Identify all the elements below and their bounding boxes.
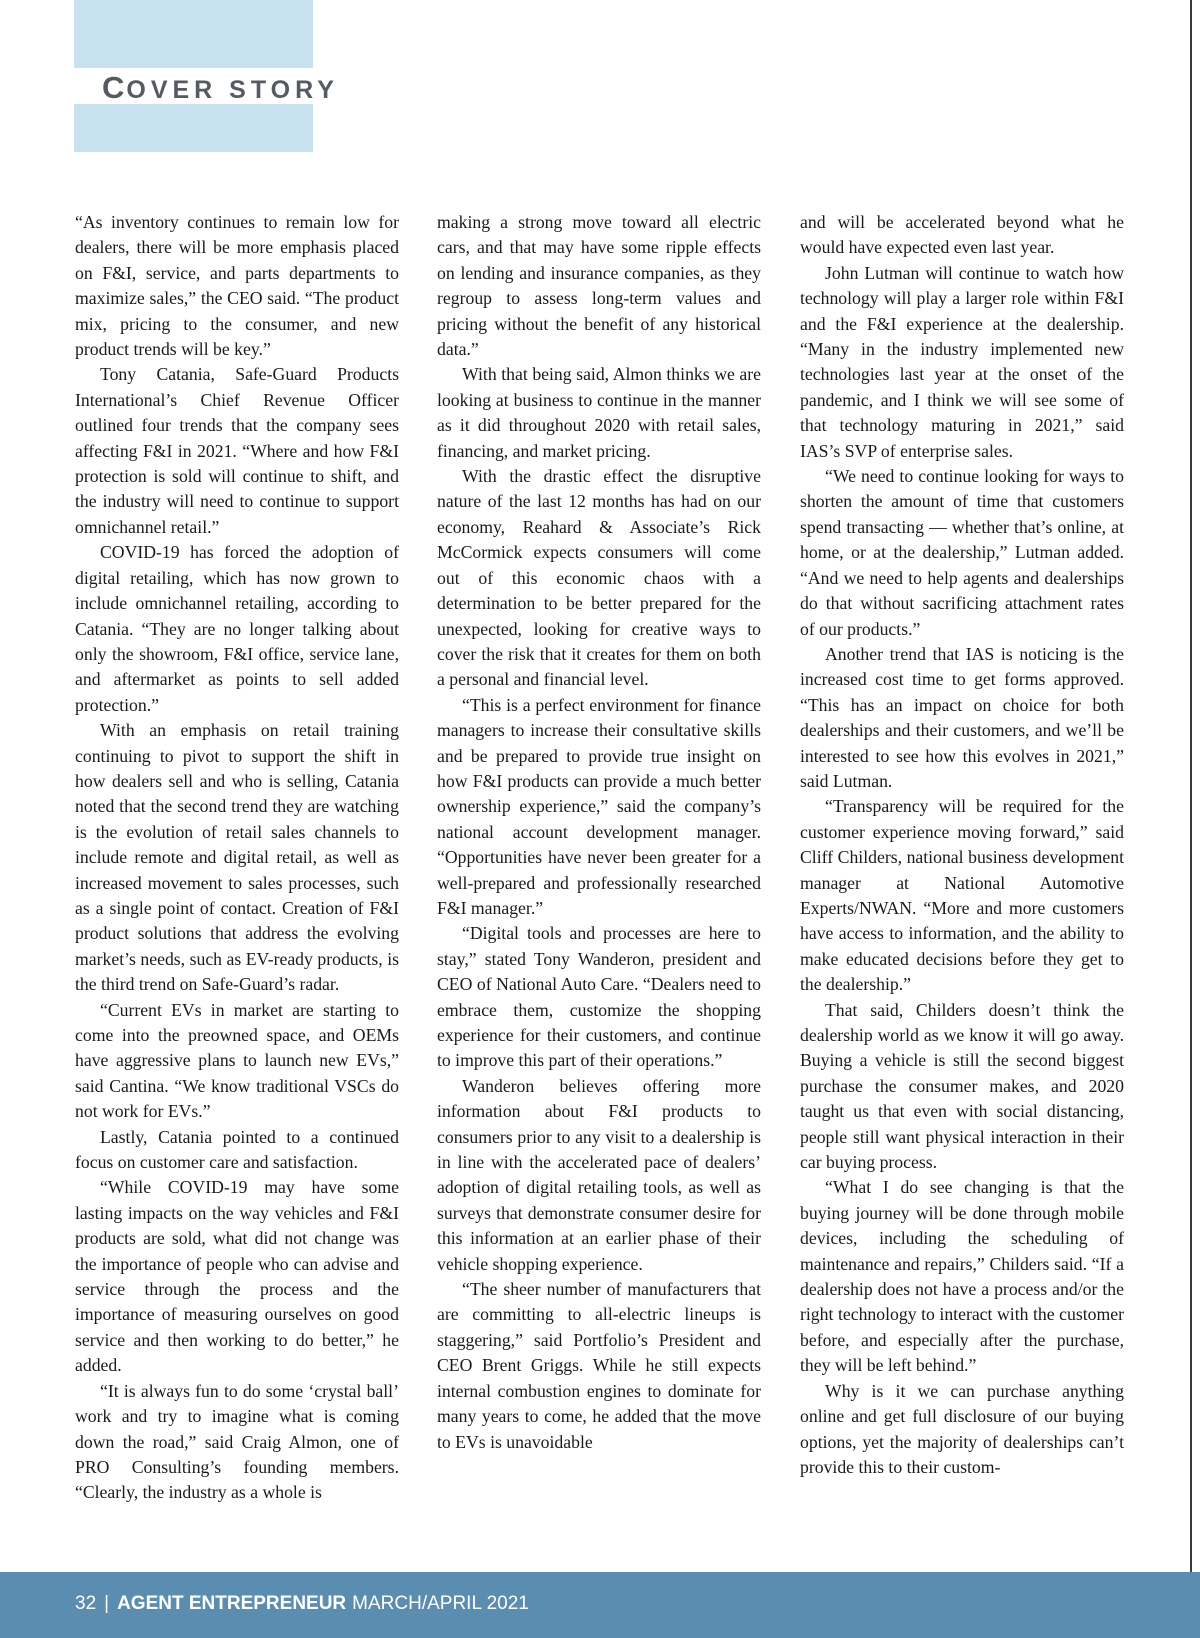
magazine-name: AGENT ENTREPRENEUR: [117, 1593, 347, 1614]
paragraph: “Current EVs in market are starting to come into the preowned space, and OEMs have aggressive plans to launch new EVs,” said Cantina. “We know traditional VSCs do not work for EVs.”: [75, 999, 399, 1122]
paragraph: “It is always fun to do some ‘crystal ball’ work and try to imagine what is coming down the road,” said Craig Almon, one of PRO Consulting’s founding members. “Clearly, the industry as a whole is: [75, 1380, 399, 1503]
paragraph: With an emphasis on retail training continuing to pivot to support the shift in how dealers sell and who is selling, Catania noted that the second trend they are watching is the evolution of retail sales channels to include remote and digital retail, as well as increased movement to sales processes, such as a single point of contact. Creation of F&I product solutions that address the evolving market’s needs, such as EV-ready products, is the third trend on Safe-Guard’s radar.: [75, 720, 399, 995]
paragraph: John Lutman will continue to watch how technology will play a larger role within F&I and the F&I experience at the dealership. “Many in the industry implemented new technologies last year at the onset of the pandemic, and I think we will see some of that technology maturing in 2021,” said IAS’s SVP of enterprise sales.: [800, 262, 1124, 461]
section-kicker-block-bottom: [74, 104, 313, 152]
article-column-2: [437, 210, 761, 1455]
paragraph: “What I do see changing is that the buying journey will be done through mobile devices, including the scheduling of maintenance and repairs,” Childers said. “If a dealership does not have a process and/or the right technology to interact with the customer before, and especially after the purchase, they will be left behind.”: [800, 1177, 1124, 1376]
paragraph: Tony Catania, Safe-Guard Products International’s Chief Revenue Officer outlined four trends that the company sees affecting F&I in 2021. “Where and how F&I protection is sold will continue to shift, and the industry will need to continue to support omnichannel retail.”: [75, 364, 399, 537]
paragraph: Wanderon believes offering more information about F&I products to consumers prior to any visit to a dealership is in line with the accelerated pace of dealers’ adoption of digital retailing tools, as well as surveys that demonstrate consumer desire for this information at an earlier phase of their vehicle shopping experience.: [437, 1075, 761, 1274]
section-kicker-rest: OVER STORY: [126, 76, 339, 104]
footer-folio: [75, 1593, 529, 1615]
issue-date: MARCH/APRIL 2021: [352, 1593, 529, 1614]
page-edge-rule: [1190, 0, 1192, 1572]
article-column-3: [800, 210, 1124, 1480]
page-footer: [0, 1572, 1200, 1638]
paragraph: “Digital tools and processes are here to stay,” stated Tony Wanderon, president and CEO of National Auto Care. “Dealers need to embrace them, customize the shopping experience for their customers, and continue to improve this part of their operations.”: [437, 923, 761, 1071]
paragraph: and will be accelerated beyond what he would have expected even last year.: [800, 212, 1124, 258]
paragraph: Lastly, Catania pointed to a continued focus on customer care and satisfaction.: [75, 1126, 399, 1173]
paragraph: That said, Childers doesn’t think the dealership world as we know it will go away. Buying a vehicle is still the second biggest purchase the consumer makes, and 2020 taught us that even with social distancing, people still want physical interaction in their car buying process.: [800, 999, 1124, 1173]
section-kicker: [102, 70, 339, 106]
paragraph: “This is a perfect environment for finance managers to increase their consultative skills and be prepared to provide true insight on how F&I products can provide a much better ownership experience,” said the company’s national account development manager. “Opportunities have never been greater for a well-prepared and professionally researched F&I manager.”: [437, 694, 761, 918]
footer-separator: |: [104, 1593, 110, 1614]
paragraph: “Transparency will be required for the customer experience moving forward,” said Cliff Childers, national business development manager at National Automotive Experts/NWAN. “More and more customers have access to information, and the ability to make educated decisions before they get to the dealership.”: [800, 796, 1124, 995]
paragraph: making a strong move toward all electric cars, and that may have some ripple effects on lending and insurance companies, as they regroup to assess long-term values and pricing without the benefit of any historical data.”: [437, 212, 761, 360]
paragraph: “As inventory continues to remain low for dealers, there will be more emphasis placed on F&I, service, and parts departments to maximize sales,” the CEO said. “The product mix, pricing to the consumer, and new product trends will be key.”: [75, 212, 399, 360]
paragraph: With the drastic effect the disruptive nature of the last 12 months has had on our economy, Reahard & Associate’s Rick McCormick expects consumers will come out of this economic chaos with a determination to be better prepared for the unexpected, looking for creative ways to cover the risk that it creates for them on both a personal and financial level.: [437, 466, 761, 690]
paragraph: COVID-19 has forced the adoption of digital retailing, which has now grown to include omnichannel retailing, according to Catania. “They are no longer talking about only the showroom, F&I office, service lane, and aftermarket as points to sell added protection.”: [75, 542, 399, 715]
section-kicker-initial: C: [102, 70, 127, 105]
paragraph: “We need to continue looking for ways to shorten the amount of time that customers spend transacting — whether that’s online, at home, or at the dealership,” Lutman added. “And we need to help agents and dealerships do that without sacrificing attachment rates of our products.”: [800, 466, 1124, 639]
paragraph: “While COVID-19 may have some lasting impacts on the way vehicles and F&I products are sold, what did not change was the importance of people who can advise and service through the process and the importance of measuring ourselves on good service and then working to do better,” he added.: [75, 1177, 399, 1376]
page-number: 32: [75, 1593, 97, 1614]
paragraph: Another trend that IAS is noticing is the increased cost time to get forms approved. “This has an impact on choice for both dealerships and their customers, and we’ll be interested to see how this evolves in 2021,” said Lutman.: [800, 643, 1124, 791]
section-kicker-block-top: [74, 0, 313, 68]
paragraph: “The sheer number of manufacturers that are committing to all-electric lineups is staggering,” said Portfolio’s President and CEO Brent Griggs. While he still expects internal combustion engines to dominate for many years to come, he added that the move to EVs is unavoidable: [437, 1279, 761, 1452]
paragraph: With that being said, Almon thinks we are looking at business to continue in the manner as it did throughout 2020 with retail sales, financing, and market pricing.: [437, 364, 761, 461]
paragraph: Why is it we can purchase anything online and get full disclosure of our buying options, yet the majority of dealerships can’t provide this to their custom-: [800, 1380, 1124, 1477]
article-column-1: [75, 210, 399, 1506]
